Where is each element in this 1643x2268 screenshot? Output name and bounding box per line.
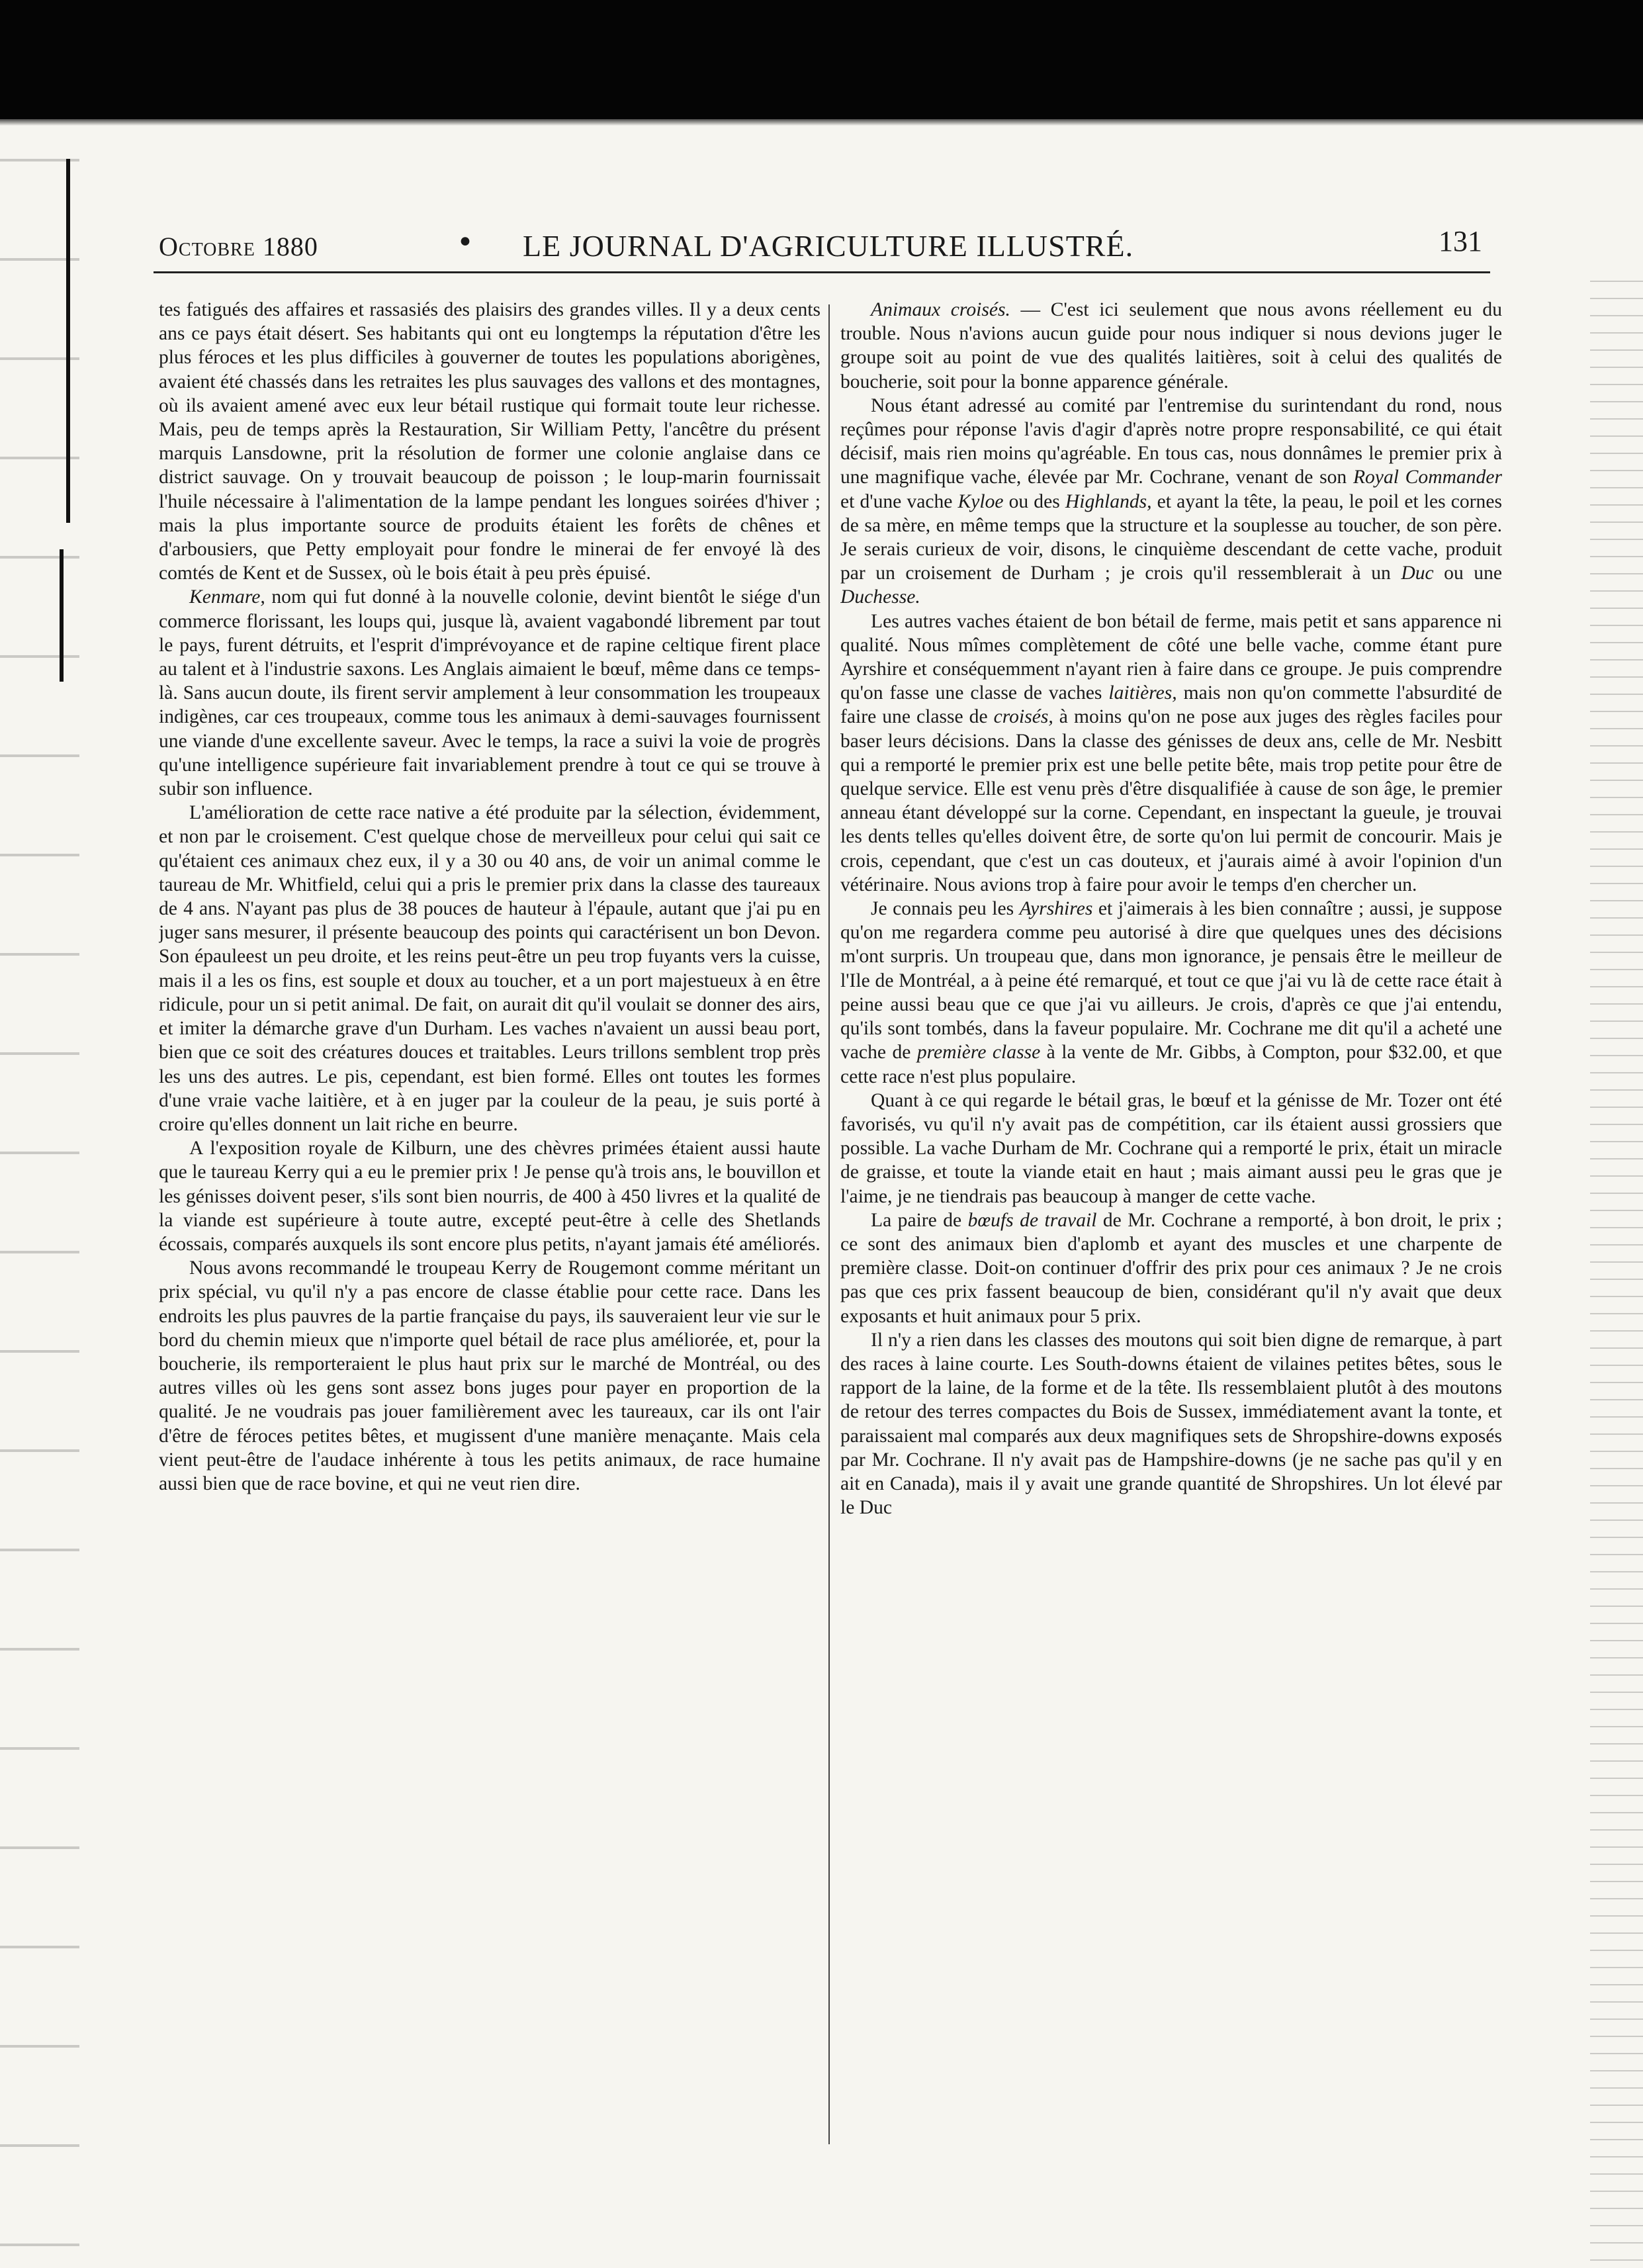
italic-lead: Kenmare, xyxy=(189,586,265,608)
right-column xyxy=(840,298,1502,2171)
paragraph xyxy=(840,610,1502,897)
paragraph: Nous avons recommandé le troupeau Kerry de Rougemont comme méritant un prix spécial, vu qu'il n'y a pas encore de classe établie pour cette race. Dans les endroits les plus pauvres de la partie française du pays, ils sauveraient leur vie sur le bord du chemin mieux que n'importe quel bétail de race plus améliorée, et, pour la boucherie, ils remporteraient le plus haut prix sur le marché de Montréal, ou des autres villes où les gens sont assez bons juges pour payer en proportion de la qualité. Je ne voudrais pas jouer familièrement avec les taureaux, car ils ont l'air d'être de féroces petites bêtes, et mugissent d'une manière menaçante. Mais cela vient peut-être de l'audace inhérente à tous les petits animaux, de race humaine aussi bien que de race bovine, et qui ne veut rien dire. xyxy=(159,1257,821,1494)
paragraph xyxy=(840,897,1502,1089)
scan-dark-band xyxy=(0,0,1643,119)
paragraph: A l'exposition royale de Kilburn, une des chèvres primées étaient aussi haute que le taureau Kerry qui a eu le premier prix ! Je pense qu'à trois ans, le bouvillon et les génisses doivent peser, s'ils sont bien nourris, de 400 à 450 livres et la qualité de la viande est supérieure à toute autre, excepté peut-être à celle des Shetlands écossais, comparés auxquels ils sont encore plus petits, n'ayant jamais été améliorés. xyxy=(159,1138,821,1255)
paragraph xyxy=(159,585,821,801)
paragraph: tes fatigués des affaires et rassasiés des plaisirs des grandes villes. Il y a deux cents ans ce pays était désert. Ses habitants qui ont eu longtemps la réputation d'être les plus féroces et les plus difficiles à gouverner de toutes les populations aborigènes, avaient été chassés dans les retraites les plus sauvages des vallons et des montagnes, où ils avaient amené avec eux leur bétail rustique qui formait toute leur richesse. Mais, peu de temps après la Restauration, Sir William Petty, l'ancêtre du présent marquis Lansdowne, prit la résolution de former une colonie anglaise dans ce district sauvage. On y trouvait beaucoup de poisson ; le loup-marin fournissait l'huile nécessaire à l'alimentation de la lampe pendant les longues soirées d'hiver ; mais la plus importante source de produits étaient les forêts de chênes et d'arbousiers, que Petty employait pour fondre le minerai de fer envoyé là des comtés de Kent et de Sussex, où le bois était à peu près épuisé. xyxy=(159,299,821,584)
header-date: Octobre 1880 xyxy=(159,232,318,261)
scan-right-margin xyxy=(1590,265,1643,2268)
paragraph-text: La paire de xyxy=(871,1209,968,1231)
paragraph-text: à la vente de Mr. Gibbs, à Compton, pour $32.00, et que cette race n'est plus populaire. xyxy=(840,1042,1502,1087)
paragraph-text: mais non qu'on commette l'absurdité de faire une classe de xyxy=(840,682,1502,728)
left-column xyxy=(159,298,821,2171)
paragraph-text: et d'une vache xyxy=(840,490,958,512)
paragraph-text: ou une xyxy=(1433,563,1502,584)
column-divider xyxy=(828,304,830,2144)
paragraph-text: et ayant la tête, la peau, le poil et les cornes de sa mère, en même temps que la structure et la souplesse au toucher, de son père. Je serais curieux de voir, disons, le cinquième descendant de cette vache, produit par un croisement de Durham ; je crois qu'il ressemblerait à un xyxy=(840,490,1502,584)
italic-text: Duchesse. xyxy=(840,586,920,608)
italic-text: Royal Commander xyxy=(1353,467,1502,488)
margin-rule xyxy=(60,549,64,682)
paragraph-text: Nous étant adressé au comité par l'entremise du surintendant du rond, nous reçûmes pour réponse l'avis d'agir d'après notre propre responsabilité, ce qui était décisif, mais rien moins qu'agréable. En tous cas, nous donnâmes le premier prix à une magnifique vache, élevée par Mr. Cochrane, venant de son xyxy=(840,394,1502,488)
page-number: 131 xyxy=(1439,225,1482,257)
italic-text: Ayrshires xyxy=(1019,898,1093,920)
paragraph-text: Je connais peu les xyxy=(871,898,1020,920)
paragraph xyxy=(840,1208,1502,1328)
paragraph: Quant à ce qui regarde le bétail gras, le bœuf et la génisse de Mr. Tozer ont été favorisés, vu qu'il n'y avait pas de compétition, car ils étaient aussi grossiers que possible. La vache Durham de Mr. Cochrane qui a remporté le prix, était un miracle de graisse, et toute la viande etait en haut ; mais aimant aussi peu le gras que je l'aime, je ne tiendrais pas beaucoup à manger de cette vache. xyxy=(840,1089,1502,1207)
paragraph-text: Les autres vaches étaient de bon bétail de ferme, mais petit et sans apparence ni qualité. Nous mîmes complètement de côté une belle vache, comme étant pure Ayrshire et conséquemment n'ayant rien à faire dans ce groupe. Je puis comprendre qu'on fasse une classe de vaches xyxy=(840,610,1502,704)
margin-rule xyxy=(66,159,70,523)
header-separator: • xyxy=(457,226,474,259)
header-rule xyxy=(154,271,1490,273)
paragraph xyxy=(840,394,1502,610)
paragraph-text: nom qui fut donné à la nouvelle colonie, devint bientôt le siége d'un commerce florissant, les loups qui, jusque là, avaient vagabondé librement par tout le pays, furent détruits, et l'esprit d'imprévoyance et de rapine celtique firent place au talent et à l'industrie saxons. Les Anglais aimaient le bœuf, même dans ce temps-là. Sans aucun doute, ils firent servir amplement à leur consommation les troupeaux indigènes, car ces troupeaux, comme tous les animaux à demi-sauvages fournissent une viande d'une excellente saveur. Avec le temps, la race a suivi la voie de progrès qu'une intelligence supérieure fait invariablement prendre à tout ce qui se trouve à subir son influence. xyxy=(159,586,821,800)
italic-text: bœufs de travail xyxy=(967,1209,1097,1231)
italic-text: Highlands, xyxy=(1065,490,1152,512)
italic-text: croisés, xyxy=(993,706,1053,728)
italic-text: Kyloe xyxy=(957,490,1004,512)
paragraph-text: et j'aimerais à les bien connaître ; aussi, je suppose qu'on me regardera comme peu autorisé à dire que quelques unes des décisions m'ont surpris. Un troupeau que, dans mon ignorance, je pensais être le meilleur de l'Ile de Montréal, a à peine été remarqué, et tout ce que j'ai vu là de cette race était à peine aussi beau que ce que j'ai vu ailleurs. Je crois, d'après ce que j'ai entendu, qu'ils sont tombés, dans la faveur populaire. Mr. Cochrane me dit qu'il a acheté une vache de xyxy=(840,898,1502,1064)
italic-text: première classe xyxy=(916,1042,1041,1064)
italic-text: Duc xyxy=(1401,563,1434,584)
paragraph: L'amélioration de cette race native a été produite par la sélection, évidemment, et non par le croisement. C'est quelque chose de merveilleux pour celui qui sait ce qu'étaient ces animaux chez eux, il y a 30 ou 40 ans, de voir un animal comme le taureau de Mr. Whitfield, celui qui a pris le premier prix dans la classe des taureaux de 4 ans. N'ayant pas plus de 38 pouces de hauteur à l'épaule, autant que j'ai pu en juger sans mesurer, il présente beaucoup des points qui caractérisent un bon Devon. Son épauleest un peu droite, et les reins peut-être un peu trop fuyants vers la cuisse, mais il a les os fins, est souple et doux au toucher, et a un port majestueux à en être ridicule, pour un si petit animal. De fait, on aurait dit qu'il voulait se donner des airs, et imiter la démarche grave d'un Durham. Les vaches n'avaient un aussi beau port, bien que ce soit des créatures douces et traitables. Leurs trillons semblent trop près les uns des autres. Le pis, cependant, est bien formé. Elles ont toutes les formes d'une vraie vache laitière, et à en juger par la couleur de la peau, je suis porté à croire qu'elles donnent un lait riche en beurre. xyxy=(159,802,821,1135)
scan-left-margin xyxy=(0,119,79,2268)
paragraph: Il n'y a rien dans les classes des moutons qui soit bien digne de remarque, à part des races à laine courte. Les South-downs étaient de vilaines petites bêtes, sous le rapport de la laine, de la forme et de la tête. Ils ressemblaient plutôt à des moutons de retour des terres compactes du Bois de Sussex, immédiatement avant la tonte, et paraissaient mal comparés aux deux magnifiques sets de Shropshire-downs exposés par Mr. Cochrane. Il n'y avait pas de Hampshire-downs (je ne sache pas qu'il y en ait en Canada), mais il y avait une grande quantité de Shropshires. Un lot élevé par le Duc xyxy=(840,1329,1502,1519)
paragraph-text: de Mr. Cochrane a remporté, à bon droit, le prix ; ce sont des animaux bien d'aplomb et ayant des muscles et une charpente de première classe. Doit-on continuer d'offrir des prix pour ces animaux ? Je ne crois pas que ces prix fassent beaucoup de bien, considérant qu'il n'y avait que deux exposants et huit animaux pour 5 prix. xyxy=(840,1209,1502,1327)
section-heading: Animaux croisés. xyxy=(871,299,1010,320)
running-header xyxy=(159,222,1482,268)
journal-title: LE JOURNAL D'AGRICULTURE ILLUSTRÉ. xyxy=(523,229,1134,263)
paragraph-text: à moins qu'on ne pose aux juges des règles faciles pour baser leurs décisions. Dans la classe des génisses de deux ans, celle de Mr. Nesbitt qui a remporté le premier prix est une belle petite bête, mais trop petite pour être de quelque service. Elle est venu près d'être disqualifiée à cause de son âge, le premier anneau étant développé sur la corne. Cependant, en inspectant la gueule, je trouvai les dents telles qu'elles doivent être, de sorte qu'on lui permit de concourir. Mais je crois, cependant, que c'est un cas douteux, et j'aurais aimé à avoir l'opinion d'un vétérinaire. Nous avions trop à faire pour avoir le temps d'en chercher un. xyxy=(840,706,1502,895)
paragraph xyxy=(840,298,1502,394)
paragraph-text: ou des xyxy=(1003,490,1065,512)
paragraph-text: — C'est ici seulement que nous avons réellement eu du trouble. Nous n'avions aucun guide pour nous indiquer si nous devions juger le groupe soit au point de vue des qualités laitières, soit à celui des qualités de boucherie, soit pour la bonne apparence générale. xyxy=(840,299,1502,392)
italic-text: laitières, xyxy=(1108,682,1177,704)
